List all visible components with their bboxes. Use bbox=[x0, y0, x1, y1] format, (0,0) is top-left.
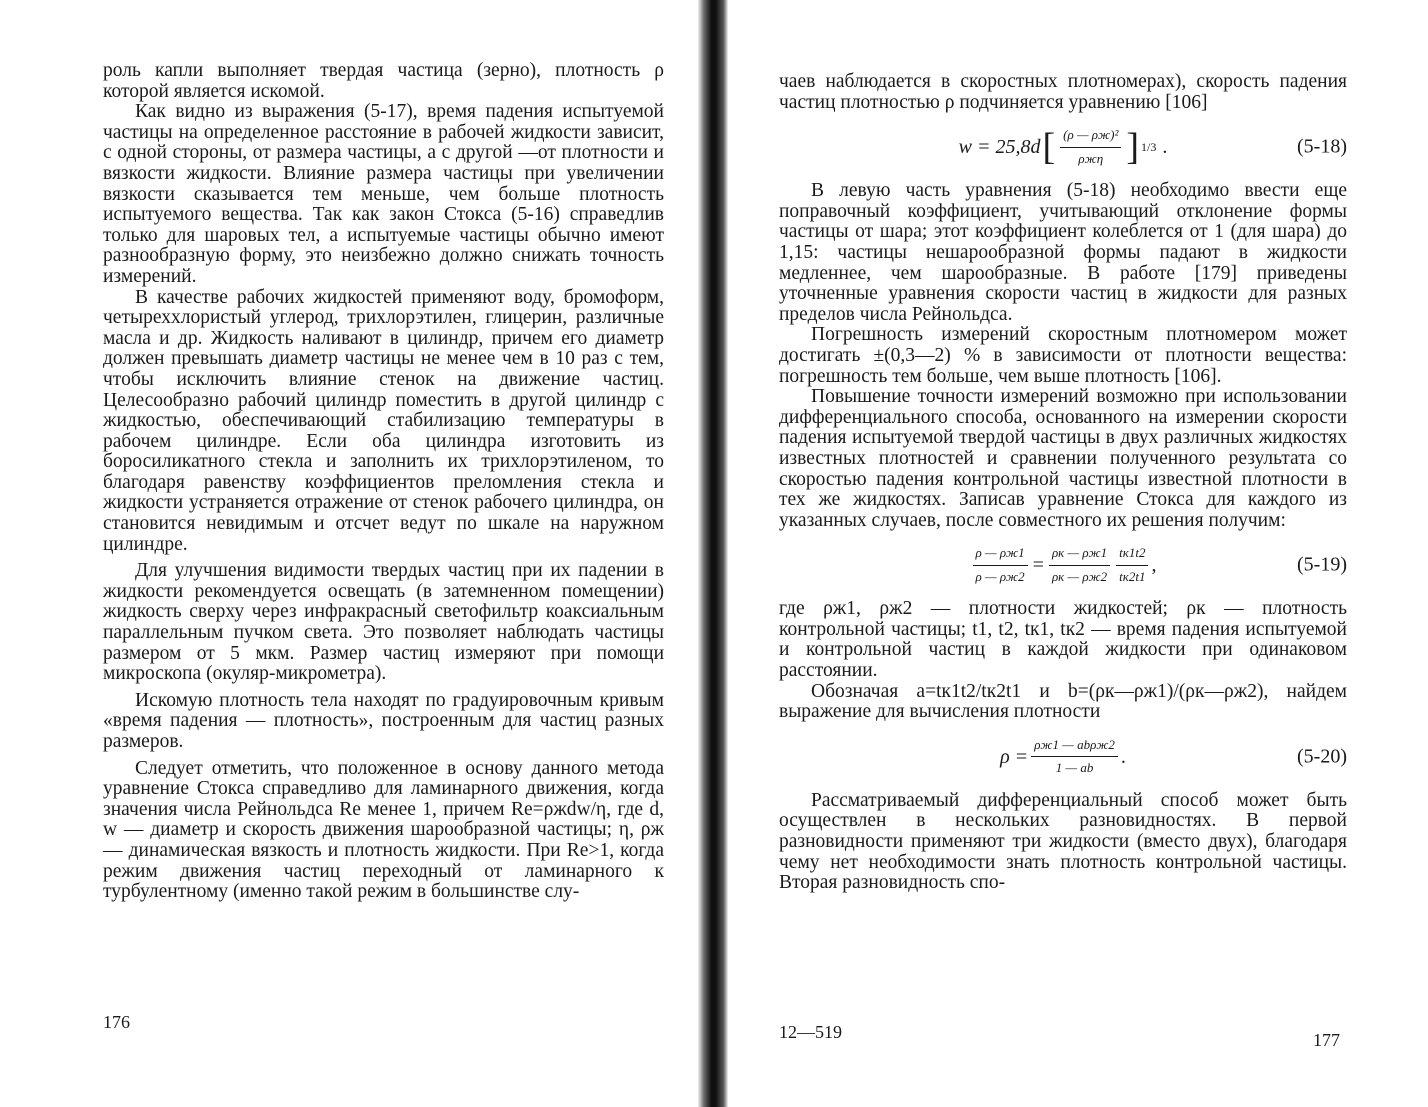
equation-5-18: w = 25,8d [ $\frac{\text{(ρ — ρж)²}}{\text{ρжη}}$ ] 1/3 . (5-18) bbox=[958, 126, 1347, 169]
paragraph: где ρж1, ρж2 — плотности жидкостей; ρк — плотность контрольной частицы; t1, t2, tк1, tк2 — время падения испытуемой и контрольной частиц в каждой жидкости при одинаковом расстоянии. bbox=[779, 598, 1347, 682]
denominator: ρ — ρж2 bbox=[975, 568, 1025, 584]
fraction bbox=[973, 543, 1028, 587]
paragraph: роль капли выполняет твердая частица (зерно), плотность ρ которой является искомой. bbox=[103, 60, 664, 102]
book-spine bbox=[698, 0, 728, 1107]
equation-number: (5-18) bbox=[1297, 135, 1347, 158]
paragraph: В качестве рабочих жидкостей применяют воду, бромоформ, четыреххлористый углерод, трихлорэтилен, глицерин, различные масла и др. Жидкость наливают в цилиндр, причем его диаметр должен превышать диаметр частицы не менее чем в 10 раз с тем, чтобы исключить влияние стенок на движение частиц. Целесообразно рабочий цилиндр поместить в другой цилиндр с жидкостью, обеспечивающий стабилизацию температуры в рабочем цилиндре. Если оба цилиндра изготовить из боросиликатного стекла и заполнить их трихлорэтиленом, то благодаря равенству коэффициентов преломления стекла и жидкости устраняется отражение от стенок рабочего цилиндра, он становится невидимым и отсчет ведут по шкале на наружном цилиндре. bbox=[103, 286, 664, 555]
paragraph: Как видно из выражения (5-17), время падения испытуемой частицы на определенное расстояние в рабочей жидкости зависит, с одной стороны, от размера частицы, а с другой —от плотности и вязкости жидкости. Влияние размера частицы при увеличении вязкости сказывается тем меньше, чем больше плотность испытуемого вещества. Так как закон Стокса (5-16) справедлив только для шаровых тел, а испытуемые частицы обычно имеют разнообразную форму, это неизбежно должно снижать точность измерений. bbox=[103, 101, 664, 287]
bracket-left: [ bbox=[1042, 126, 1056, 169]
paragraph: Для улучшения видимости твердых частиц при их падении в жидкости рекомендуется освещать (в затемненном помещении) жидкость сверху через инфракрасный светофильтр коаксиальным параллельным пучком света. Это позволяет наблюдать частицы размером от 5 мкм. Размер частиц измеряют при помощи микроскопа (окуляр-микрометра). bbox=[103, 560, 664, 685]
right-page bbox=[728, 0, 1428, 1107]
equation-number: (5-19) bbox=[1297, 553, 1347, 576]
equation-5-20: ρ = $\frac{\text{ρж1 — abρж2}}{1 — ab}$ . (5-20) bbox=[779, 727, 1347, 787]
denominator: ρжη bbox=[1078, 150, 1104, 166]
paragraph: Погрешность измерений скоростным плотномером может достигать ±(0,3—2) % в зависимости от плотности вещества: погрешность тем больше, чем выше плотность [106]. bbox=[779, 324, 1347, 387]
paragraph: Повышение точности измерений возможно при использовании дифференциального способа, основанного на измерении скорости падения испытуемой твердой частицы в двух различных жидкостях известных плотностей и сравнении полученного результата со скоростью падения контрольной частицы известной плотности в тех же жидкостях. Записав уравнение Стокса для каждого из указанных случаев, после совместного их решения получим: bbox=[779, 386, 1347, 531]
right-page-text bbox=[779, 72, 1347, 894]
fraction bbox=[1031, 735, 1118, 779]
denominator: tк2t1 bbox=[1119, 568, 1146, 584]
equation-number: (5-20) bbox=[1297, 745, 1347, 768]
numerator: (ρ — ρж)² bbox=[1060, 125, 1121, 148]
numerator: ρ — ρж1 bbox=[973, 543, 1028, 566]
paragraph: Следует отметить, что положенное в основу данного метода уравнение Стокса справедливо для ламинарного движения, когда значения числа Рейнольдса Re менее 1, причем Re=ρжdw/η, где d, w — диаметр и скорость движения шарообразной частицы; η, ρж — динамическая вязкость и плотность жидкости. При Re>1, когда режим движения частиц переходный от ламинарного к турбулентному (именно такой режим в большинстве слу- bbox=[103, 757, 664, 903]
bracket-right: ] bbox=[1126, 126, 1139, 169]
left-page-text bbox=[103, 61, 664, 903]
page-number: 177 bbox=[1313, 1030, 1340, 1050]
eq-lhs: w = 25,8d bbox=[958, 135, 1041, 158]
denominator: ρк — ρж2 bbox=[1051, 568, 1108, 584]
paragraph: В левую часть уравнения (5-18) необходимо ввести еще поправочный коэффициент, учитывающий отклонение формы частицы от шара; этот коэффициент колеблется от 1 (для шара) до 1,15: частицы нешарообразной формы падают в жидкости медленнее, чем шарообразные. В работе [179] приведены уточненные уравнения скорости частиц в жидкости для разных пределов числа Рейнольдса. bbox=[779, 180, 1347, 325]
paragraph: Рассматриваемый дифференциальный способ может быть осуществлен в нескольких разновидностях. В первой разновидности применяют три жидкости (вместо двух), благодаря чему нет необходимости знать плотность контрольной частицы. Вторая разновидность спо- bbox=[779, 789, 1347, 894]
denominator: 1 — ab bbox=[1055, 760, 1094, 776]
paragraph: Искомую плотность тела находят по градуировочным кривым «время падения — плотность», построенным для частиц разных размеров. bbox=[103, 689, 664, 752]
paragraph: Обозначая a=tк1t2/tк2t1 и b=(ρк—ρж1)/(ρк—ρж2), найдем выражение для вычисления плотности bbox=[779, 680, 1347, 723]
numerator: tк1t2 bbox=[1116, 543, 1148, 566]
left-page bbox=[0, 0, 700, 1107]
exponent: 1/3 bbox=[1141, 139, 1157, 154]
fraction bbox=[1049, 543, 1110, 587]
signature-code: 12—519 bbox=[779, 1022, 842, 1042]
eq-lhs: ρ = bbox=[1000, 745, 1029, 768]
paragraph: чаев наблюдается в скоростных плотномерах), скорость падения частиц плотностью ρ подчиняется уравнению [106] bbox=[779, 71, 1347, 113]
page-number: 176 bbox=[103, 1012, 130, 1032]
fraction bbox=[1116, 543, 1148, 587]
numerator: ρк — ρж1 bbox=[1049, 543, 1110, 566]
equation-5-19: $\frac{\rho — \rho ж1}{\rho — \rho ж2}$ = $\frac{\rho к — \rho ж1}{\rho к — \rho ж2}$ $\frac{tк1t2}{tк2t1}$ , (5-19) bbox=[779, 535, 1347, 595]
numerator: ρж1 — abρж2 bbox=[1031, 735, 1118, 758]
fraction bbox=[1060, 125, 1121, 169]
